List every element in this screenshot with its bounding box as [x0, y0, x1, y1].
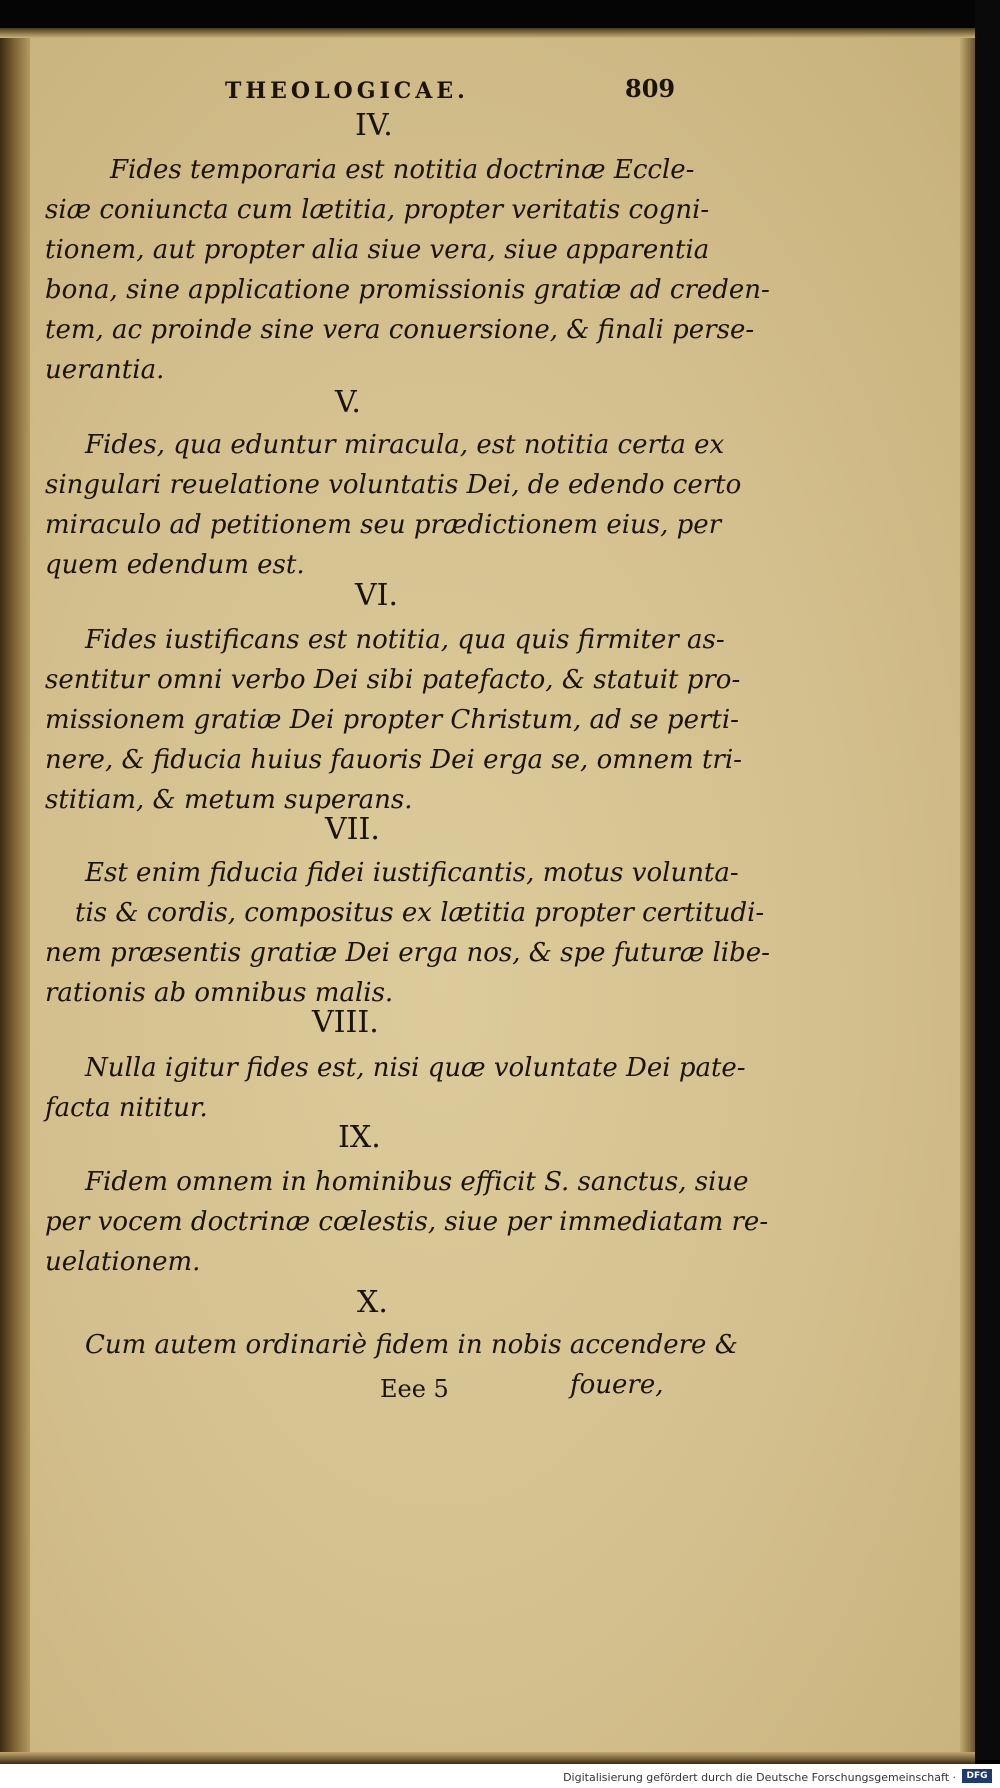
- dfg-logo: DFG: [962, 1769, 992, 1783]
- signature-mark: Eee 5: [380, 1375, 449, 1403]
- section-numeral: V.: [335, 385, 361, 420]
- section-numeral: X.: [357, 1285, 388, 1320]
- text-line: Fides iustificans est notitia, qua quis firmiter as-: [85, 625, 725, 655]
- section-text: [45, 1048, 746, 1128]
- text-line: missionem gratiæ Dei propter Christum, ad se perti-: [45, 705, 739, 735]
- section-numeral: VIII.: [312, 1005, 379, 1040]
- page-gutter-shadow: [0, 28, 30, 1763]
- section-numeral: VII.: [325, 812, 380, 847]
- section-numeral: VI.: [355, 578, 399, 613]
- text-line: stitiam, & metum superans.: [45, 785, 413, 815]
- text-line: Nulla igitur fides est, nisi quæ voluntate Dei pate-: [85, 1053, 746, 1083]
- section-text: [45, 1162, 769, 1282]
- catchword: fouere,: [570, 1370, 664, 1400]
- text-line: uerantia.: [45, 355, 165, 385]
- text-line: Fides, qua eduntur miracula, est notitia certa ex: [85, 430, 725, 460]
- text-line: Cum autem ordinariè fidem in nobis accendere &: [85, 1330, 738, 1360]
- section-text: [45, 853, 770, 1013]
- text-line: nere, & fiducia huius fauoris Dei erga se, omnem tri-: [45, 745, 742, 775]
- section-text: [45, 620, 742, 820]
- text-line: tem, ac proinde sine vera conuersione, & finali perse-: [45, 315, 755, 345]
- section-text: [45, 425, 742, 585]
- text-line: nem præsentis gratiæ Dei erga nos, & spe futuræ libe-: [45, 938, 770, 968]
- text-line: rationis ab omnibus malis.: [45, 978, 394, 1008]
- scan-background-top: [0, 0, 1000, 30]
- text-line: Est enim fiducia fidei iustificantis, motus volunta-: [85, 858, 739, 888]
- text-line: bona, sine applicatione promissionis gratiæ ad creden-: [45, 275, 770, 305]
- running-title: THEOLOGICAE.: [225, 78, 469, 104]
- digitization-credit: Digitalisierung gefördert durch die Deutsche Forschungsgemeinschaft ·: [563, 1771, 956, 1784]
- text-line: per vocem doctrinæ cœlestis, siue per immediatam re-: [45, 1207, 769, 1237]
- text-line: Fidem omnem in hominibus efficit S. sanctus, siue: [85, 1167, 749, 1197]
- text-line: quem edendum est.: [45, 550, 305, 580]
- text-line: siæ coniuncta cum lætitia, propter veritatis cogni-: [45, 195, 710, 225]
- text-line: facta nititur.: [45, 1093, 208, 1123]
- text-line: sentitur omni verbo Dei sibi patefacto, & statuit pro-: [45, 665, 741, 695]
- text-line: singulari reuelatione voluntatis Dei, de edendo certo: [45, 470, 742, 500]
- section-text: [45, 1325, 738, 1365]
- page-edge-right: [960, 28, 975, 1763]
- section-numeral: IV.: [355, 108, 393, 143]
- text-line: miraculo ad petitionem seu prædictionem eius, per: [45, 510, 722, 540]
- text-line: uelationem.: [45, 1247, 201, 1277]
- text-line: tis & cordis, compositus ex lætitia propter certitudi-: [75, 898, 765, 928]
- page-edge-bottom: [0, 1752, 975, 1764]
- text-line: Fides temporaria est notitia doctrinæ Eccle-: [110, 155, 695, 185]
- page-edge-top: [0, 28, 975, 38]
- scan-background-right: [975, 0, 1000, 1760]
- text-line: tionem, aut propter alia siue vera, siue apparentia: [45, 235, 710, 265]
- section-text: [45, 150, 770, 390]
- page-number: 809: [625, 74, 676, 103]
- section-numeral: IX.: [338, 1120, 381, 1155]
